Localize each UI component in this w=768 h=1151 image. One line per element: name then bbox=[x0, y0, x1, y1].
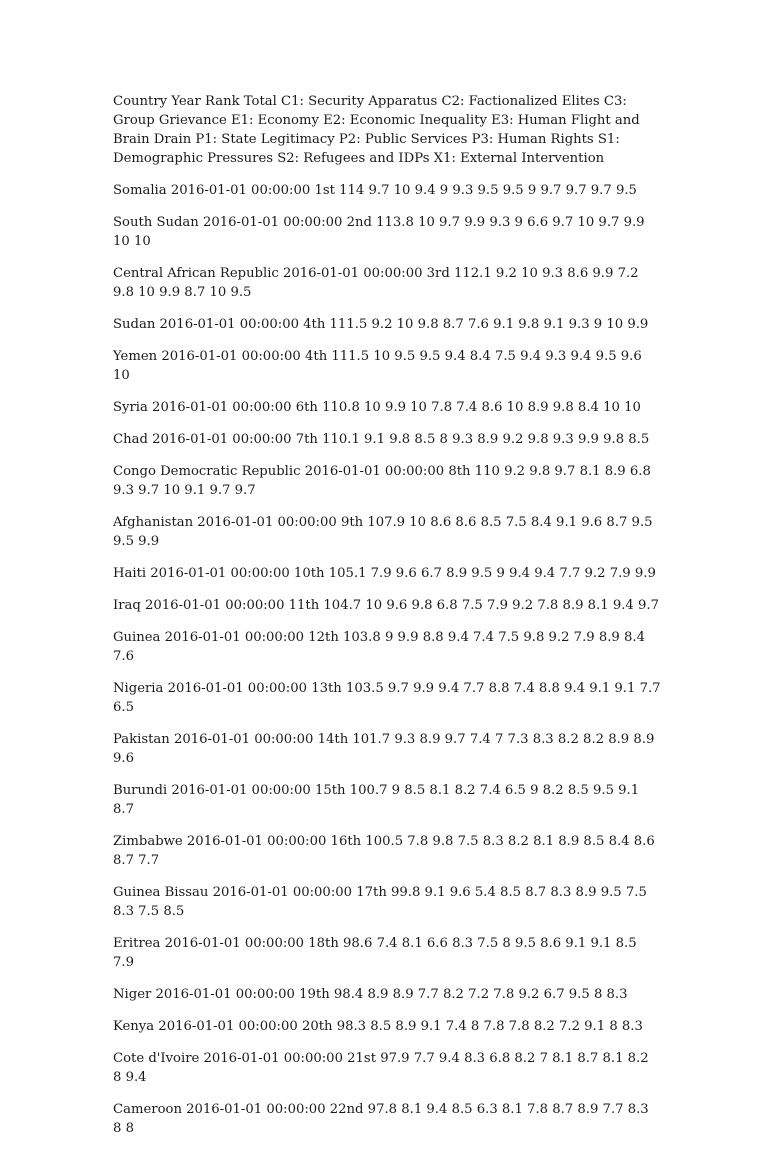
record-guinea: Guinea 2016-01-01 00:00:00 12th 103.8 9 9.9 8.8 9.4 7.4 7.5 9.8 9.2 7.9 8.9 8.4 7.6 bbox=[113, 630, 645, 664]
record-south-sudan: South Sudan 2016-01-01 00:00:00 2nd 113.8 10 9.7 9.9 9.3 9 6.6 9.7 10 9.7 9.9 10 10 bbox=[113, 215, 645, 249]
column-header-paragraph: Country Year Rank Total C1: Security Apparatus C2: Factionalized Elites C3: Group Grievance E1: Economy E2: Economic Inequality E3: Human Flight and Brain Drain P1: State Legitimacy P2: Public Services P3: Human Rights S1: Demographic Pressures S2: Refugees and IDPs X1: External Intervention bbox=[113, 94, 640, 166]
record-syria: Syria 2016-01-01 00:00:00 6th 110.8 10 9.9 10 7.8 7.4 8.6 10 8.9 9.8 8.4 10 10 bbox=[113, 400, 641, 415]
record-cameroon: Cameroon 2016-01-01 00:00:00 22nd 97.8 8.1 9.4 8.5 6.3 8.1 7.8 8.7 8.9 7.7 8.3 8 8 bbox=[113, 1102, 649, 1136]
record-iraq: Iraq 2016-01-01 00:00:00 11th 104.7 10 9.6 9.8 6.8 7.5 7.9 9.2 7.8 8.9 8.1 9.4 9.7 bbox=[113, 598, 659, 613]
record-kenya: Kenya 2016-01-01 00:00:00 20th 98.3 8.5 8.9 9.1 7.4 8 7.8 7.8 8.2 7.2 9.1 8 8.3 bbox=[113, 1019, 643, 1034]
record-yemen: Yemen 2016-01-01 00:00:00 4th 111.5 10 9.5 9.5 9.4 8.4 7.5 9.4 9.3 9.4 9.5 9.6 10 bbox=[113, 349, 642, 383]
record-congo-democratic-republic: Congo Democratic Republic 2016-01-01 00:00:00 8th 110 9.2 9.8 9.7 8.1 8.9 6.8 9.3 9.7 10 9.1 9.7 9.7 bbox=[113, 464, 651, 498]
records-list bbox=[113, 181, 661, 1138]
record-somalia: Somalia 2016-01-01 00:00:00 1st 114 9.7 10 9.4 9 9.3 9.5 9.5 9 9.7 9.7 9.7 9.5 bbox=[113, 183, 637, 198]
record-central-african-republic: Central African Republic 2016-01-01 00:00:00 3rd 112.1 9.2 10 9.3 8.6 9.9 7.2 9.8 10 9.9 8.7 10 9.5 bbox=[113, 266, 639, 300]
record-burundi: Burundi 2016-01-01 00:00:00 15th 100.7 9 8.5 8.1 8.2 7.4 6.5 9 8.2 8.5 9.5 9.1 8.7 bbox=[113, 783, 640, 817]
record-haiti: Haiti 2016-01-01 00:00:00 10th 105.1 7.9 9.6 6.7 8.9 9.5 9 9.4 9.4 7.7 9.2 7.9 9.9 bbox=[113, 566, 656, 581]
record-afghanistan: Afghanistan 2016-01-01 00:00:00 9th 107.9 10 8.6 8.6 8.5 7.5 8.4 9.1 9.6 8.7 9.5 9.5 9.9 bbox=[113, 515, 653, 549]
record-eritrea: Eritrea 2016-01-01 00:00:00 18th 98.6 7.4 8.1 6.6 8.3 7.5 8 9.5 8.6 9.1 9.1 8.5 7.9 bbox=[113, 936, 637, 970]
record-zimbabwe: Zimbabwe 2016-01-01 00:00:00 16th 100.5 7.8 9.8 7.5 8.3 8.2 8.1 8.9 8.5 8.4 8.6 8.7 7.7 bbox=[113, 834, 655, 868]
record-guinea-bissau: Guinea Bissau 2016-01-01 00:00:00 17th 99.8 9.1 9.6 5.4 8.5 8.7 8.3 8.9 9.5 7.5 8.3 7.5 8.5 bbox=[113, 885, 647, 919]
record-pakistan: Pakistan 2016-01-01 00:00:00 14th 101.7 9.3 8.9 9.7 7.4 7 7.3 8.3 8.2 8.2 8.9 8.9 9.6 bbox=[113, 732, 655, 766]
record-nigeria: Nigeria 2016-01-01 00:00:00 13th 103.5 9.7 9.9 9.4 7.7 8.8 7.4 8.8 9.4 9.1 9.1 7.7 6.5 bbox=[113, 681, 661, 715]
document-page bbox=[113, 92, 661, 1151]
record-niger: Niger 2016-01-01 00:00:00 19th 98.4 8.9 8.9 7.7 8.2 7.2 7.8 9.2 6.7 9.5 8 8.3 bbox=[113, 987, 628, 1002]
record-sudan: Sudan 2016-01-01 00:00:00 4th 111.5 9.2 10 9.8 8.7 7.6 9.1 9.8 9.1 9.3 9 10 9.9 bbox=[113, 317, 649, 332]
record-chad: Chad 2016-01-01 00:00:00 7th 110.1 9.1 9.8 8.5 8 9.3 8.9 9.2 9.8 9.3 9.9 9.8 8.5 bbox=[113, 432, 650, 447]
record-cote-divoire: Cote d'Ivoire 2016-01-01 00:00:00 21st 97.9 7.7 9.4 8.3 6.8 8.2 7 8.1 8.7 8.1 8.2 8 9.4 bbox=[113, 1051, 649, 1085]
